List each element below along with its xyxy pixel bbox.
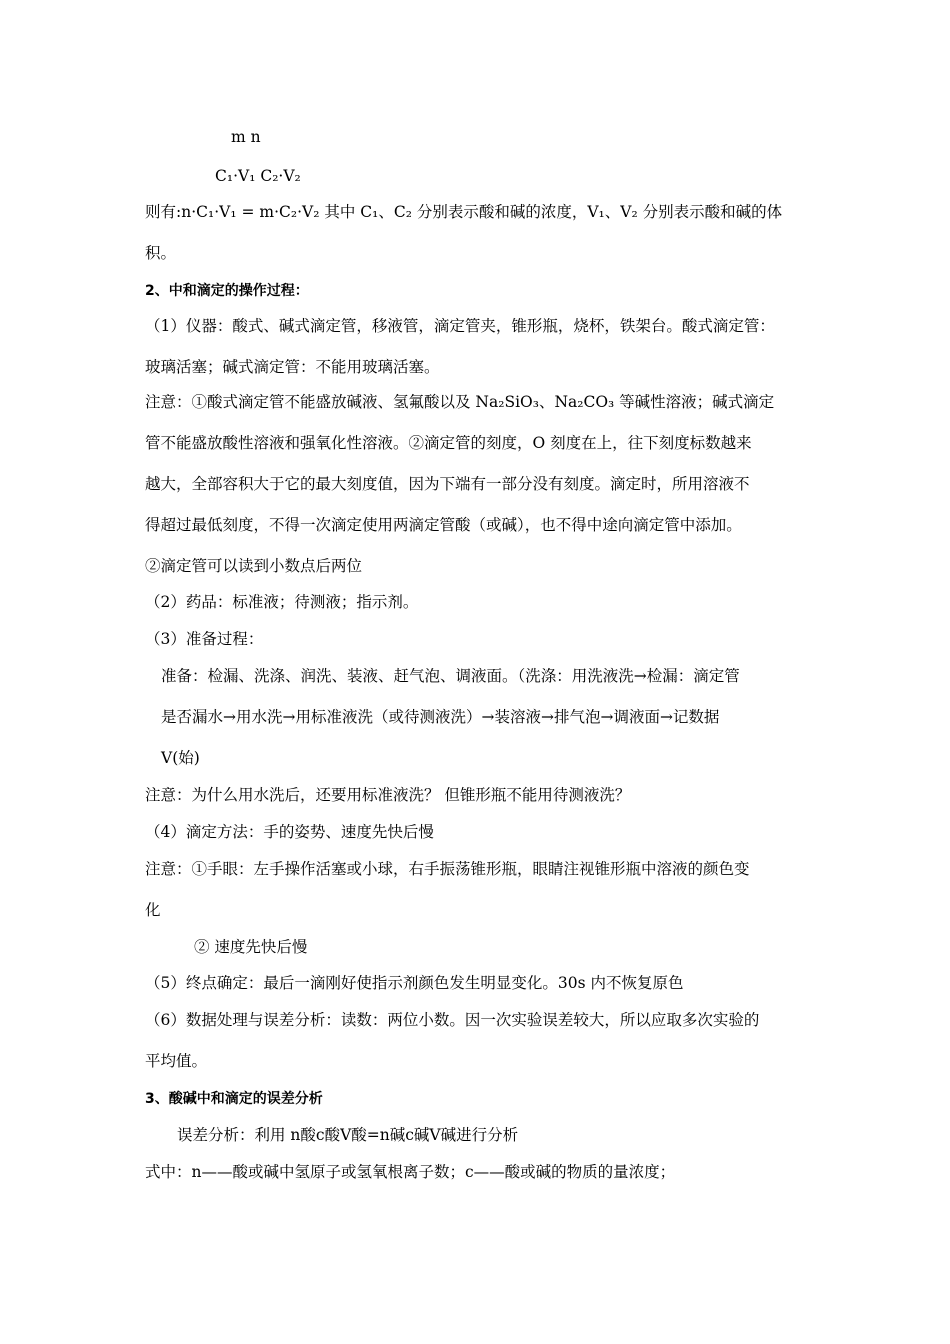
paragraph-line: 式中：n——酸或碱中氢原子或氢氧根离子数；c——酸或碱的物质的量浓度；	[145, 1163, 676, 1181]
paragraph-line: V(始)	[161, 749, 200, 767]
paragraph-line: （2）药品：标准液；待测液；指示剂。	[145, 593, 419, 611]
paragraph-line: 越大，全部容积大于它的最大刻度值，因为下端有一部分没有刻度。滴定时，所用溶液不	[145, 475, 750, 493]
paragraph-line: 误差分析：利用 n酸c酸V酸=n碱c碱V碱进行分析	[177, 1126, 519, 1144]
paragraph-line: 注意：为什么用水洗后，还要用标准液洗？ 但锥形瓶不能用待测液洗？	[145, 786, 631, 804]
paragraph-line: 化	[145, 901, 161, 919]
paragraph-line: 玻璃活塞；碱式滴定管：不能用玻璃活塞。	[145, 358, 440, 376]
section-heading-3: 3、酸碱中和滴定的误差分析	[145, 1091, 323, 1107]
paragraph-line: 积。	[145, 244, 177, 262]
paragraph-line: （3）准备过程：	[145, 630, 264, 648]
paragraph-line: 注意：①手眼：左手操作活塞或小球，右手振荡锥形瓶，眼睛注视锥形瓶中溶液的颜色变	[145, 860, 750, 878]
paragraph-line: 准备：检漏、洗涤、润洗、装液、赶气泡、调液面。（洗涤：用洗液洗→检漏：滴定管	[161, 667, 740, 685]
paragraph-line: 是否漏水→用水洗→用标准液洗（或待测液洗）→装溶液→排气泡→调液面→记数据	[161, 708, 720, 726]
paragraph-line: ② 速度先快后慢	[194, 938, 308, 956]
paragraph-line: 平均值。	[145, 1052, 208, 1070]
formula-coefficients: m n	[231, 128, 261, 146]
paragraph-line: 得超过最低刻度，不得一次滴定使用两滴定管酸（或碱），也不得中途向滴定管中添加。	[145, 516, 742, 534]
paragraph-line: 则有:n·C₁·V₁ = m·C₂·V₂ 其中 C₁、C₂ 分别表示酸和碱的浓度，V₁、V₂ 分别表示酸和碱的体	[145, 203, 783, 221]
paragraph-line: （4）滴定方法：手的姿势、速度先快后慢	[145, 823, 434, 841]
formula-cv-terms: C₁·V₁ C₂·V₂	[215, 167, 301, 185]
paragraph-line: 管不能盛放酸性溶液和强氧化性溶液。②滴定管的刻度，O 刻度在上，往下刻度标数越来	[145, 434, 752, 452]
paragraph-line: ②滴定管可以读到小数点后两位	[145, 557, 363, 575]
section-heading-2: 2、中和滴定的操作过程：	[145, 283, 309, 299]
paragraph-line: （6）数据处理与误差分析：读数：两位小数。因一次实验误差较大，所以应取多次实验的	[145, 1011, 760, 1029]
paragraph-line: 注意：①酸式滴定管不能盛放碱液、氢氟酸以及 Na₂SiO₃、Na₂CO₃ 等碱性溶液；碱式滴定	[145, 393, 775, 411]
paragraph-line: （1）仪器：酸式、碱式滴定管，移液管，滴定管夹，锥形瓶，烧杯，铁架台。酸式滴定管：	[145, 317, 775, 335]
paragraph-line: （5）终点确定：最后一滴刚好使指示剂颜色发生明显变化。30s 内不恢复原色	[145, 974, 684, 992]
